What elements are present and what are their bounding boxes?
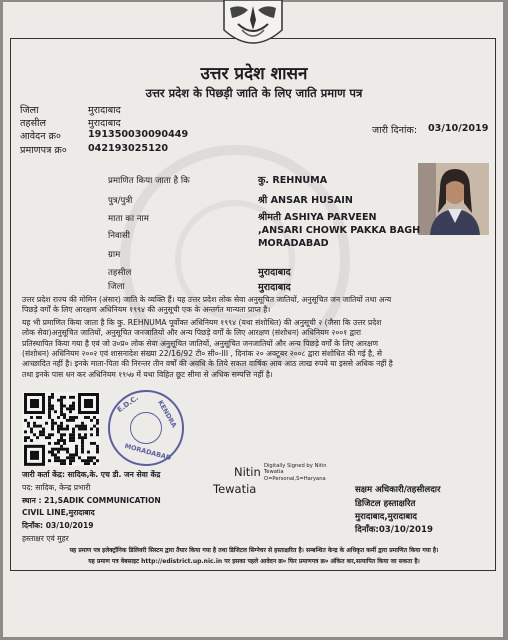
officer-line-1: सक्षम अधिकारी/तहसीलदार [355,485,441,495]
body-line-5: प्रतिस्थापित किया गया है एवं जो उ०प्र० लोक सेवा अनुसूचित जातियों, अनुसूचित जनजातियों और अन्य पिछड़े वर्गों के लिए आरक्षण [22,338,378,348]
digital-sign-line-3: O=Personal,S=Haryana [264,475,326,482]
seal-text-bottom: MORADABAD [123,441,173,463]
mother-name: श्रीमती ASHIYA PARVEEN [258,212,377,223]
meta-certificate-label: प्रमाणपत्र क्र० [20,145,67,156]
details-district-label: जिला [108,282,125,292]
details-tehsil-label: तहसील [108,268,132,278]
meta-application-label: आवेदन क्र० [20,131,61,142]
official-seal-icon [108,390,184,466]
officer-line-2: डिजिटल हस्ताक्षरित [355,499,416,509]
meta-certificate-value: 042193025120 [88,143,169,154]
body-line-2: पिछड़े वर्गों के लिए आरक्षण अधिनियम १९९४ की अनुसूची एक के अन्तर्गत मान्यता प्राप्त है। [22,305,271,315]
father-name: श्री ANSAR HUSAIN [258,195,353,206]
resident-line2: MORADABAD [258,238,329,249]
mother-label: माता का नाम [108,214,149,224]
meta-tehsil-value: मुरादाबाद [88,118,121,129]
applicant-name: कु. REHNUMA [258,175,328,186]
issuer-line-5: दिनाँक: 03/10/2019 [22,521,94,530]
meta-application-value: 191350030090449 [88,129,189,140]
resident-label: निवासी [108,231,131,241]
body-line-8: तथा इनके पास धन कर अधिनियम १९५७ में यथा विहित छूट सीमा से अधिक सम्पत्ति नहीं है। [22,369,273,379]
issuer-line-3: स्थान : 21,SADIK COMMUNICATION [22,496,161,505]
issuer-line-2: पद: सादिक, केन्द्र प्रभारी [22,483,91,492]
officer-line-3: मुरादाबाद,मुरादाबाद [355,512,417,522]
digital-signature-block [264,463,327,482]
officer-line-4: दिनाँक:03/10/2019 [355,525,433,535]
digital-sign-line-1: Digitally Signed by Nitin [264,463,327,469]
resident-line1: ,ANSARI CHOWK PAKKA BAGH [258,225,421,236]
seal-text-top: E.D.C. [115,393,140,415]
page-title: उत्तर प्रदेश शासन [200,64,308,84]
digital-sign-line-2: Tewatia [264,469,284,476]
seal-inner-ring [130,412,162,444]
footer-line-1: यह प्रमाण पत्र इलेक्ट्रॉनिक डिलिवरी सिस्टम द्वारा तैयार किया गया है तथा डिजिटल सिग्नेचर से हस्ताक्षरित है। सम्बन्धित केन्द्र के अधिकृत कर्मी द्वारा प्रमाणित किया गया है। [69,547,439,554]
signature-name-2: Tewatia [213,482,257,496]
body-line-4: लोक सेवा)अनुसूचित जातियों, अनुसूचित जनजातियों और अन्य पिछड़े वर्गों के लिए आरक्षण (संशोधन) अधिनियम २००१ द्वारा [22,328,362,338]
issue-date-label: जारी दिनांक: [372,125,418,136]
footer-line-2: यह प्रमाण पत्र वेबसाइट http://edistrict.up.nic.in पर इसका पहले आवेदन क्र० फिर प्रमाणपत्र क्र० अंकित कर,सत्यापित किया जा सकता है। [88,558,420,565]
meta-tehsil-label: तहसील [20,118,47,129]
body-line-3: यह भी प्रमाणित किया जाता है कि कु. REHNUMA पूर्वोक्त अधिनियम १९९४ (यथा संशोधित) की अनुसूची २ (जैसा कि उत्तर प्रदेश [22,317,382,327]
details-district-value: मुरादाबाद [258,282,291,293]
signature-name-1: Nitin [234,465,261,479]
meta-district-label: जिला [20,105,39,116]
body-line-1: उत्तर प्रदेश राज्य की मोमिन (अंसार) जाति के व्यक्ति हैं। यह उत्तर प्रदेश लोक सेवा अनुसूचित जातियों, अनुसूचित जन जातियों तथा अन्य [22,295,392,304]
certificate-body [22,295,484,380]
qr-code-icon [22,392,100,466]
village-label: ग्राम [108,250,121,260]
up-government-emblem-icon [220,0,286,50]
body-line-6: (संशोधन) अधिनियम २००२ एवं शासनादेश संख्या 22/16/92 टी० सी०-III , दिनांक २० अक्टूबर २००८ द्वारा संशोधित की गई है, से [22,349,383,359]
applicant-photo [418,163,489,235]
issuer-line-1: जारी कर्ता केंद्र: सादिक,के. एच डी. जन सेवा केंद्र [22,470,161,479]
details-tehsil-value: मुरादाबाद [258,267,291,278]
issue-date-value: 03/10/2019 [428,123,489,134]
certify-label: प्रमाणित किया जाता है कि [108,176,190,186]
body-line-7: आच्छादित नहीं है। इनके माता-पिता की निरन्तर तीन वर्षों की अवधि के लिये सकल वार्षिक आय आठ लाख रुपये या इससे अधिक नहीं है [22,359,393,369]
issuer-line-4: CIVIL LINE,मुरादाबाद [22,508,95,517]
meta-district-value: मुरादाबाद [88,105,121,116]
page-subtitle: उत्तर प्रदेश के पिछड़ी जाति के लिए जाति प्रमाण पत्र [145,86,363,100]
seal-text-right: KENDRA [156,398,179,430]
issuer-line-6: हस्ताक्षर एवं मुहर [22,534,69,543]
son-daughter-label: पुत्र/पुत्री [108,196,133,206]
